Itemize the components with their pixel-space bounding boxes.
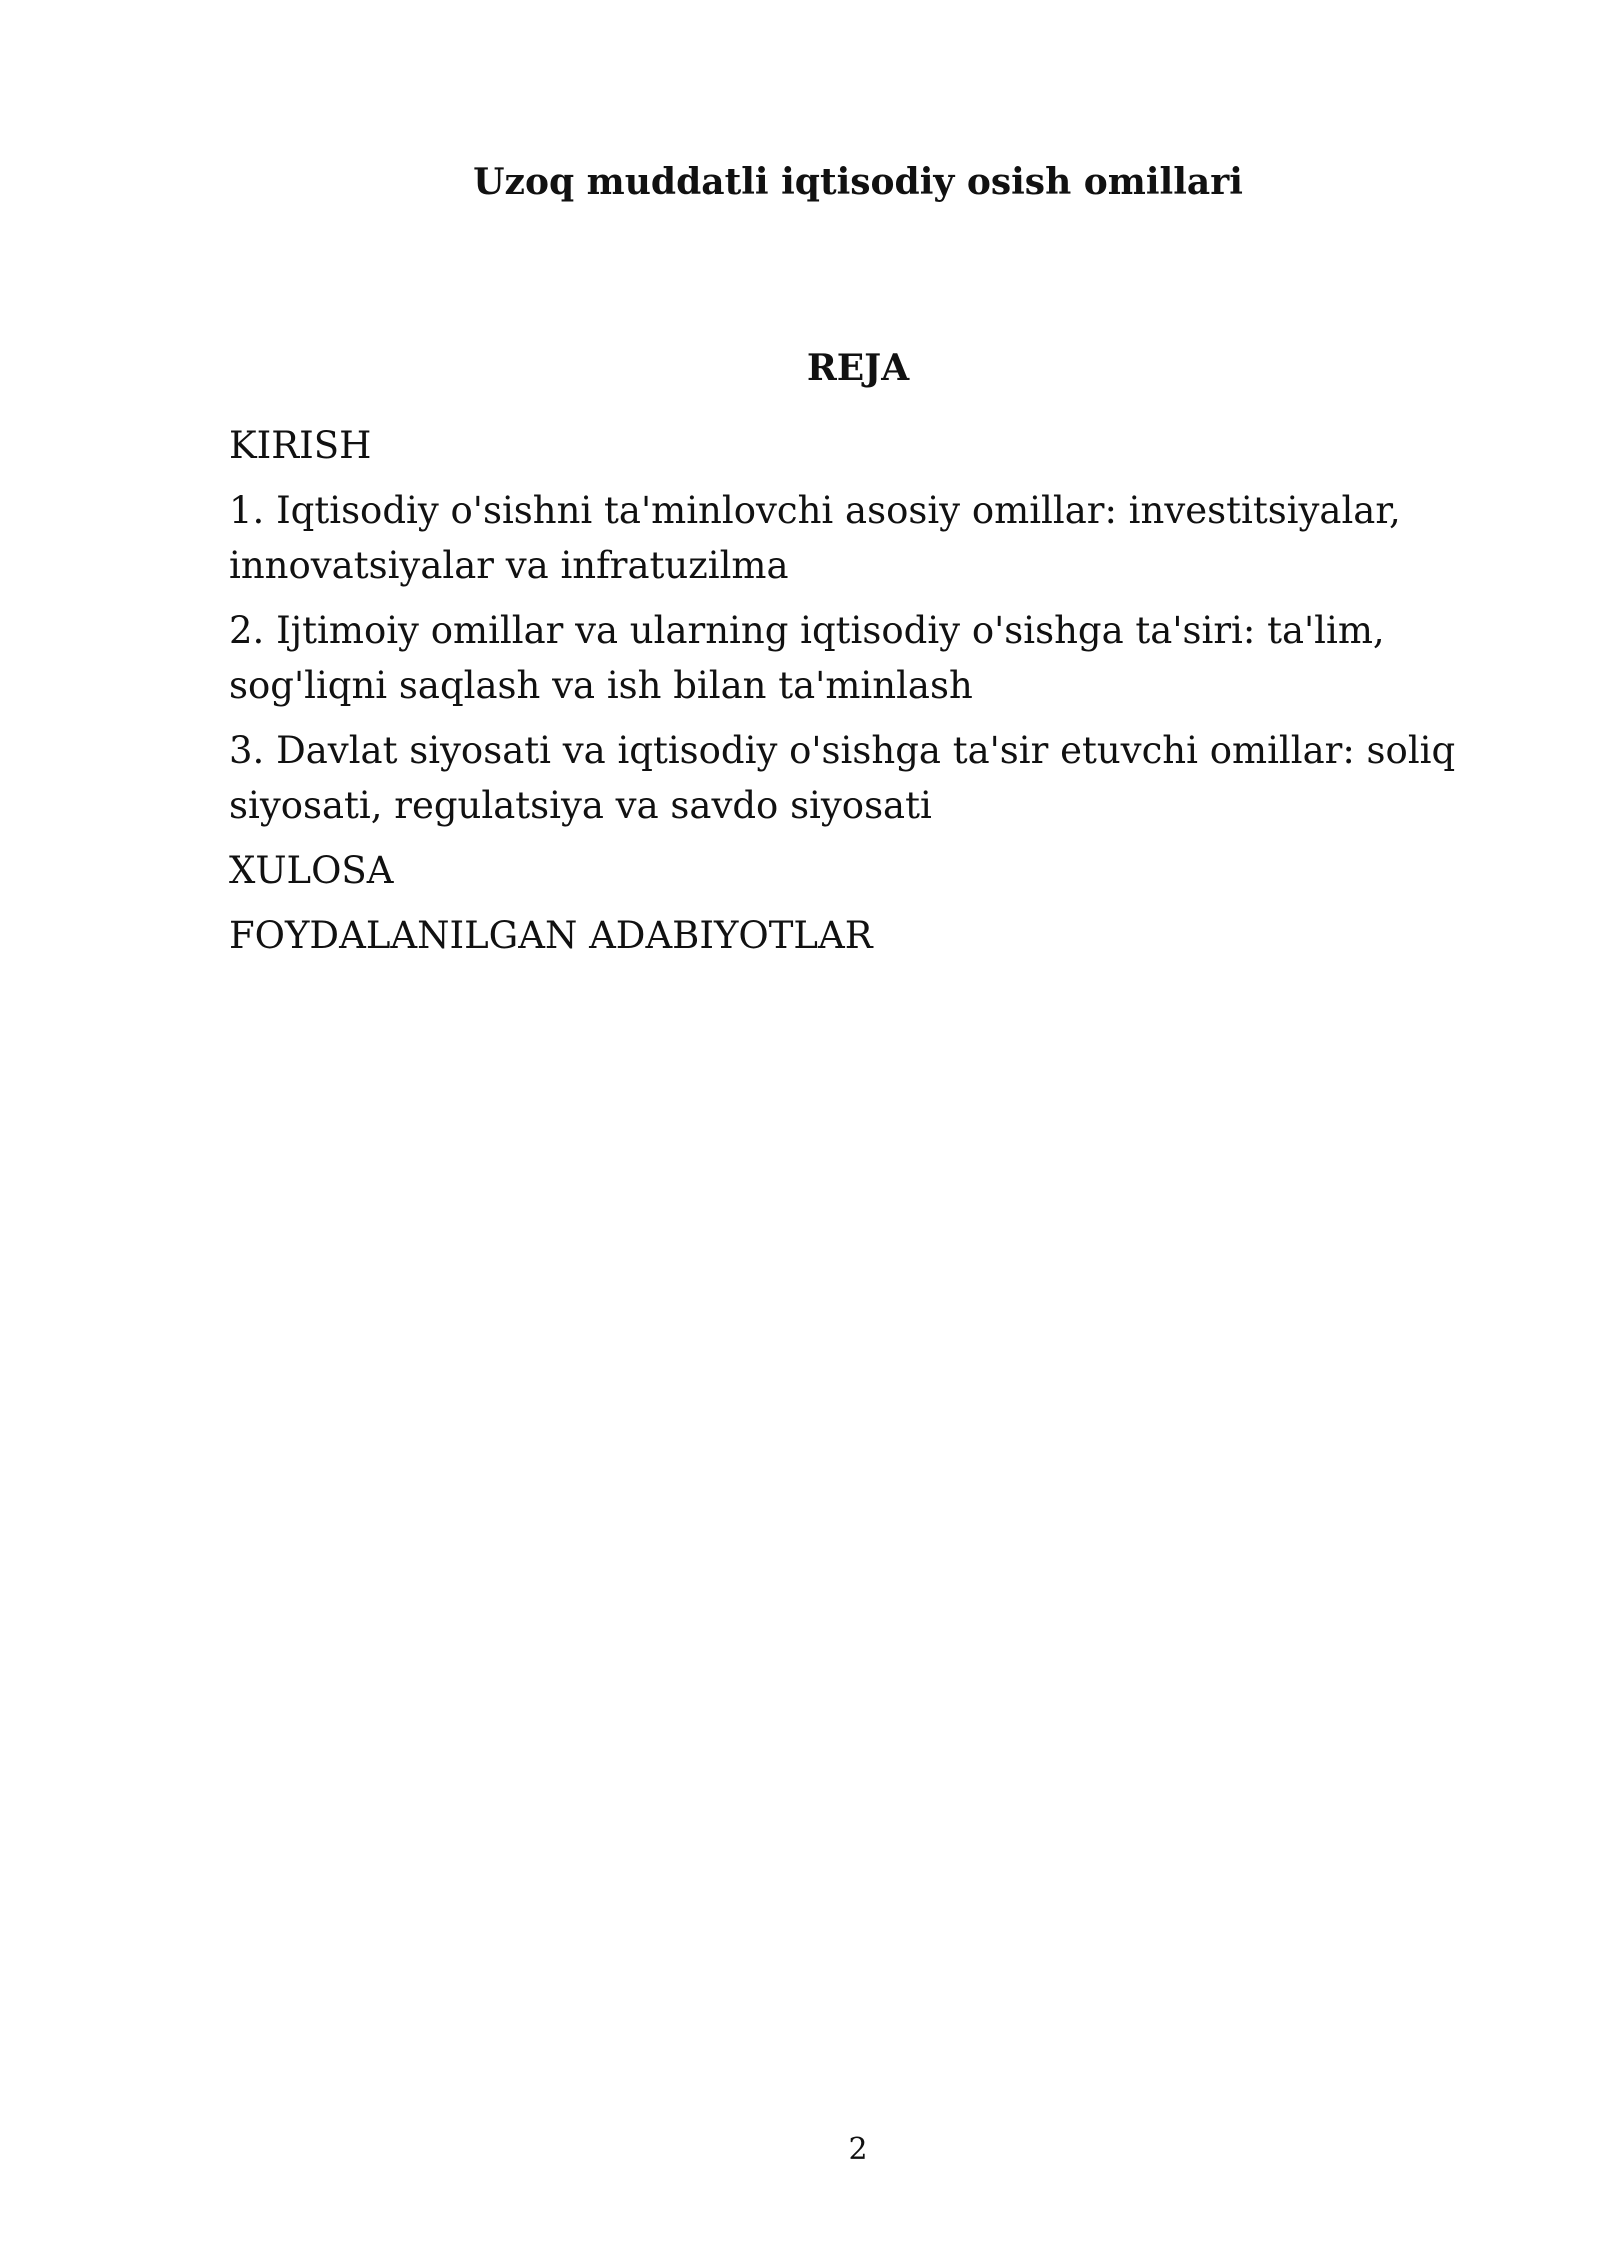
- plan-item-conclusion: XULOSA: [229, 849, 394, 892]
- page-number: 2: [848, 2132, 868, 2167]
- plan-item-1: 1. Iqtisodiy o'sishni ta'minlovchi asosiy omillar: investitsiyalar, innovatsiyalar va infratuzilma: [229, 489, 1401, 587]
- plan-heading: REJA: [806, 347, 910, 389]
- plan-item-references: FOYDALANILGAN ADABIYOTLAR: [229, 914, 873, 957]
- plan-list: [229, 418, 1529, 973]
- plan-item-intro: KIRISH: [229, 424, 372, 467]
- document-title: Uzoq muddatli iqtisodiy osish omillari: [473, 161, 1243, 203]
- plan-item-3: 3. Davlat siyosati va iqtisodiy o'sishga ta'sir etuvchi omillar: soliq siyosati, regulatsiya va savdo siyosati: [229, 729, 1456, 827]
- plan-item-2: 2. Ijtimoiy omillar va ularning iqtisodiy o'sishga ta'siri: ta'lim, sog'liqni saqlash va ish bilan ta'minlash: [229, 609, 1385, 707]
